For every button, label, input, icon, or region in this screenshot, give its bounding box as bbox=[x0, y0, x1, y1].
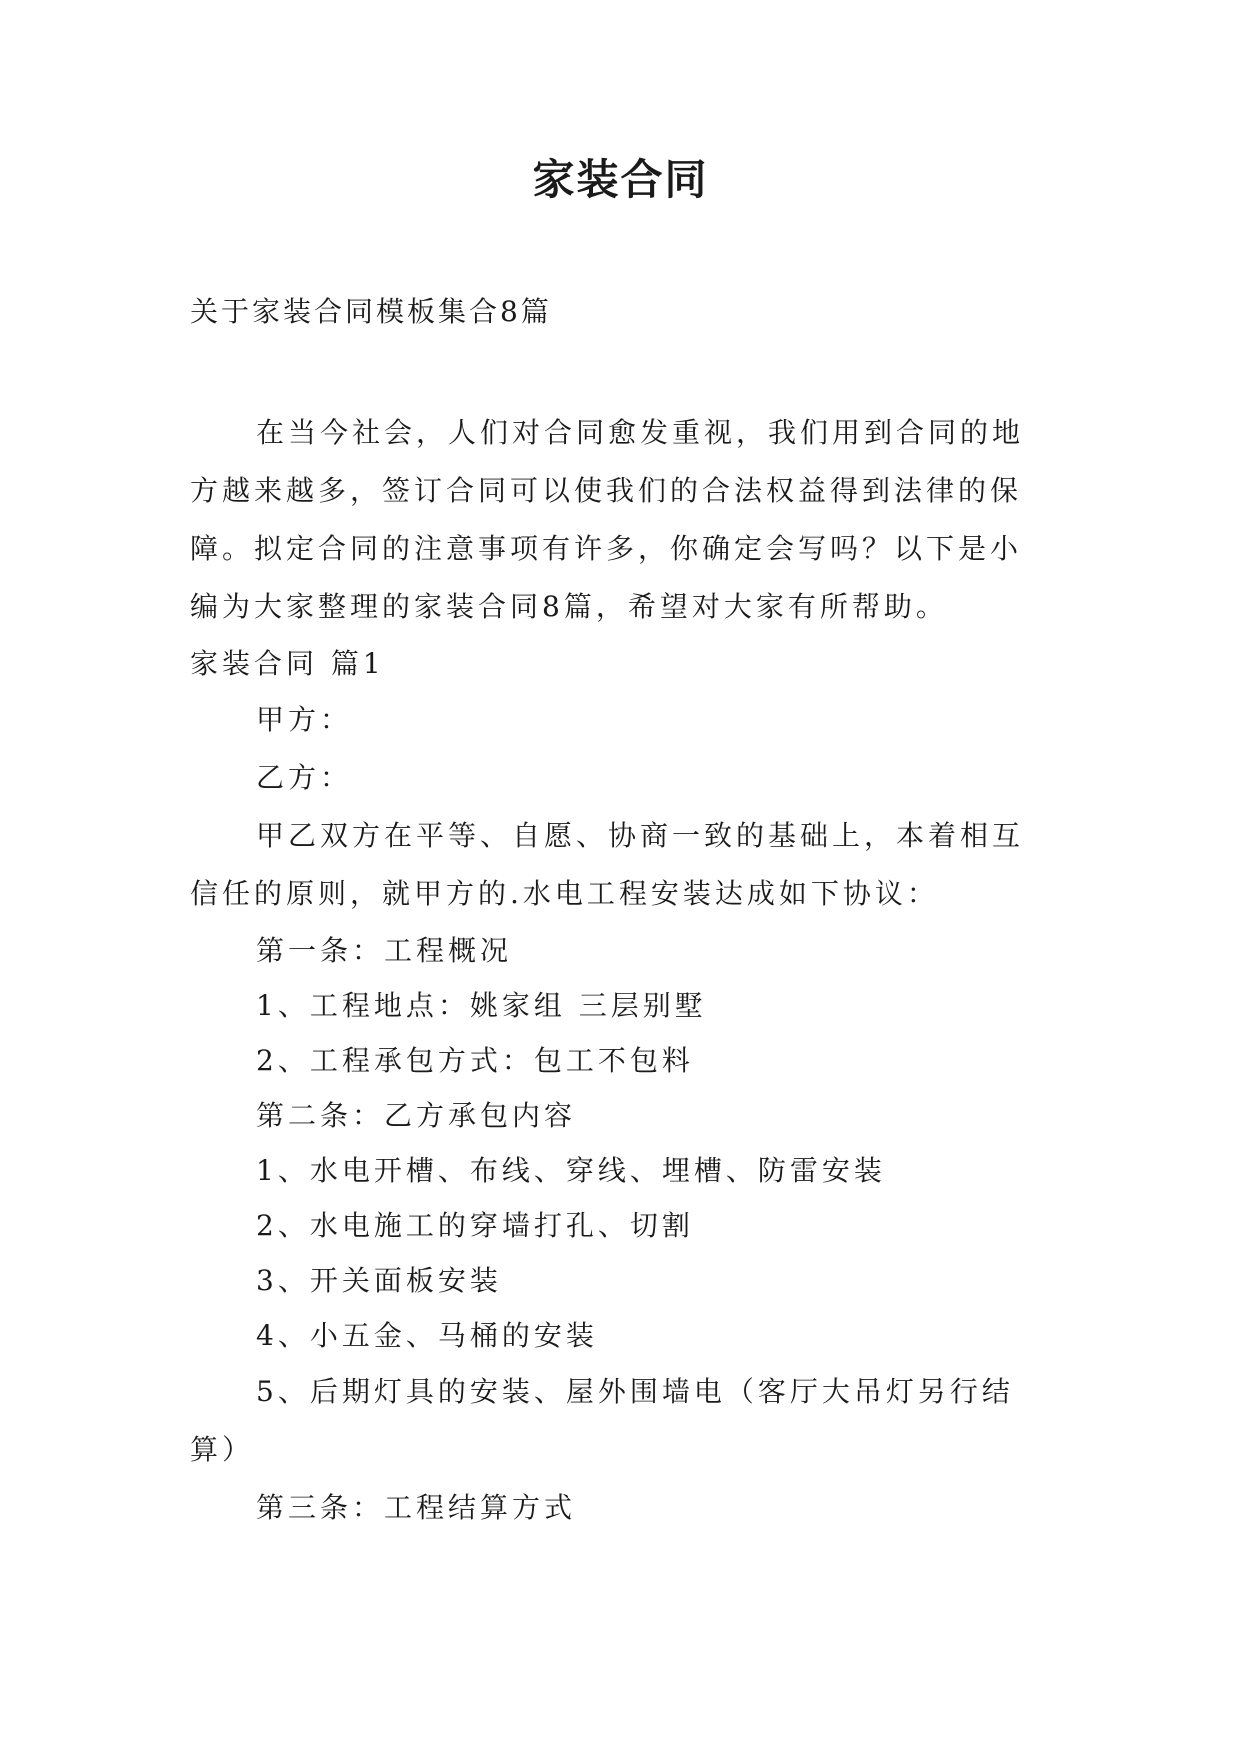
party-b-line: 乙方： bbox=[256, 761, 353, 794]
document-body bbox=[190, 404, 1050, 1537]
clause-item: 2、水电施工的穿墙打孔、切割 bbox=[256, 1209, 694, 1242]
clause-item: 4、小五金、马桶的安装 bbox=[256, 1319, 598, 1352]
agreement-preamble: 甲乙双方在平等、自愿、协商一致的基础上，本着相互信任的原则，就甲方的.水电工程安装达成如下协议： bbox=[190, 819, 1025, 910]
document-title: 家装合同 bbox=[532, 155, 709, 204]
clause-item: 5、后期灯具的安装、屋外围墙电（客厅大吊灯另行结算） bbox=[190, 1375, 1014, 1466]
document-subtitle: 关于家装合同模板集合8篇 bbox=[190, 295, 552, 328]
clause-item: 1、工程地点：姚家组 三层别墅 bbox=[256, 989, 707, 1022]
clause-item: 1、水电开槽、布线、穿线、埋槽、防雷安装 bbox=[256, 1154, 886, 1187]
article-heading: 第一条：工程概况 bbox=[256, 934, 513, 967]
section-heading: 家装合同 篇1 bbox=[190, 647, 385, 680]
intro-paragraph: 在当今社会，人们对合同愈发重视，我们用到合同的地方越来越多，签订合同可以使我们的合法权益得到法律的保障。拟定合同的注意事项有许多，你确定会写吗？以下是小编为大家整理的家装合同8篇，希望对大家有所帮助。 bbox=[190, 416, 1025, 623]
clause-item: 3、开关面板安装 bbox=[256, 1264, 502, 1297]
article-heading: 第二条：乙方承包内容 bbox=[256, 1099, 577, 1132]
clause-item: 2、工程承包方式：包工不包料 bbox=[256, 1044, 694, 1077]
article-heading: 第三条：工程结算方式 bbox=[256, 1491, 577, 1524]
party-a-line: 甲方： bbox=[256, 703, 353, 736]
